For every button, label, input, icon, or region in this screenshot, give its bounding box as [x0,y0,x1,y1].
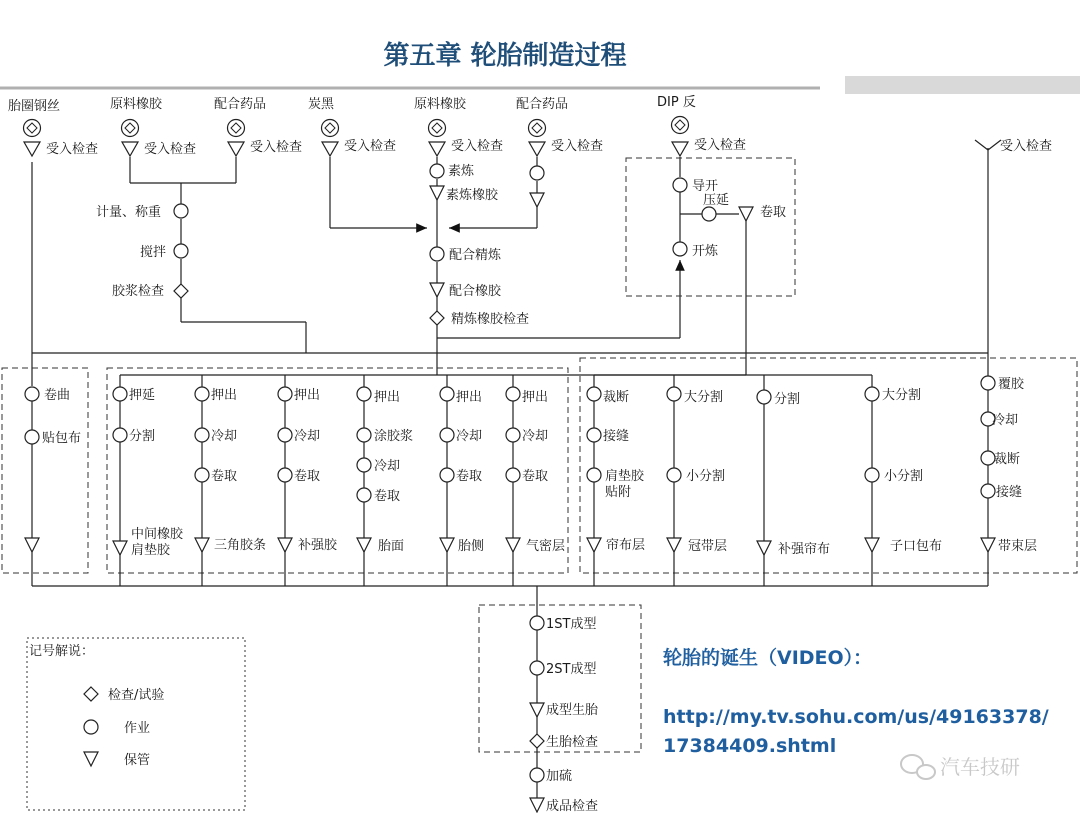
legend-operation: 作业 [124,721,151,736]
storage-triangle-icon [981,538,995,552]
operation-circle-icon [113,428,127,442]
operation-circle-icon [430,247,444,261]
step-calender-press: 押延 [129,388,156,403]
operation-circle-icon [278,468,292,482]
storage-triangle-icon [430,283,444,297]
wechat-icon [901,755,935,779]
storage-triangle-icon [739,207,753,221]
output-middle-rubber: 中间橡胶 [131,527,184,542]
storage-triangle-icon [357,538,371,552]
mixing-process [96,163,544,327]
step-small-cut: 小分割 [686,469,726,484]
operation-circle-icon [174,204,188,218]
step-extrude: 押出 [522,390,549,405]
step-final-inspection: 成品检查 [546,799,599,813]
operation-circle-icon [587,387,601,401]
step-reel: 卷取 [456,469,483,484]
label-chemicals-2: 配合药品 [516,97,569,112]
operation-circle-icon [195,468,209,482]
step-vulcanize: 加硫 [546,769,573,784]
operation-circle-icon [587,468,601,482]
operation-circle-icon [195,387,209,401]
operation-circle-icon [357,387,371,401]
step-reel: 卷取 [522,469,549,484]
label-incoming-inspection: 受入检查 [144,142,197,157]
legend-storage: 保管 [124,753,151,768]
operation-circle-icon [530,768,544,782]
operation-circle-icon [25,430,39,444]
step-extrude: 押出 [211,388,238,403]
label-incoming-inspection: 受入检查 [344,139,397,154]
label-carbon-black: 炭黑 [308,97,335,112]
operation-circle-icon [357,488,371,502]
storage-triangle-icon [84,752,98,766]
step-cut: 分割 [774,392,801,407]
operation-circle-icon [278,387,292,401]
video-url-line1[interactable]: http://my.tv.sohu.com/us/49163378/ [663,706,1049,728]
carbon-black-supply-icon [322,120,339,137]
label-incoming-inspection: 受入检查 [46,142,99,157]
storage-triangle-icon [430,186,444,200]
operation-circle-icon [981,451,995,465]
step-big-cut: 大分割 [882,388,922,403]
step-cool: 冷却 [992,413,1019,428]
step-coil: 卷曲 [44,388,71,403]
step-masticated-rubber: 素炼橡胶 [446,188,499,203]
storage-triangle-icon [278,538,292,552]
operation-circle-icon [440,428,454,442]
storage-triangle-icon [195,538,209,552]
operation-circle-icon [506,428,520,442]
step-cool: 冷却 [294,429,321,444]
step-reel: 卷取 [294,469,321,484]
output-sidewall: 胎侧 [458,539,485,554]
watermark-text: 汽车技研 [940,755,1020,779]
step-mix: 搅拌 [140,245,167,260]
inspection-diamond-icon [430,311,444,325]
output-tread: 胎面 [378,539,405,554]
operation-circle-icon [667,387,681,401]
step-refined-rubber-inspection: 精炼橡胶检查 [451,312,530,327]
operation-circle-icon [84,720,98,734]
step-take-up: 卷取 [760,205,787,220]
operation-circle-icon [357,458,371,472]
step-slice: 裁断 [994,452,1021,467]
output-ply: 帘布层 [606,538,646,553]
step-extrude: 押出 [374,390,401,405]
video-url-line2[interactable]: 17384409.shtml [663,735,837,757]
label-raw-rubber: 原料橡胶 [110,97,163,112]
operation-circle-icon [440,387,454,401]
step-green-tire: 成型生胎 [546,703,599,718]
storage-triangle-icon [530,703,544,717]
operation-circle-icon [357,428,371,442]
legend [29,644,164,768]
label-incoming-inspection: 受入检查 [451,139,504,154]
operation-circle-icon [981,376,995,390]
step-open-mill: 开炼 [692,244,719,259]
step-reel: 卷取 [374,489,401,504]
raw-rubber-2-supply-icon [429,120,446,137]
step-extrude: 押出 [456,390,483,405]
input-flow-lines [32,148,988,375]
storage-triangle-icon [440,538,454,552]
operation-circle-icon [530,661,544,675]
output-chafer: 子口包布 [890,539,943,554]
step-build-2nd: 2ST成型 [546,662,597,677]
step-splice: 接缝 [603,429,630,444]
step-mastication: 素炼 [448,164,475,179]
page-title: 第五章 轮胎制造过程 [383,41,627,71]
storage-triangle-icon [587,538,601,552]
step-green-tire-inspection: 生胎检查 [546,735,599,750]
step-cool: 冷却 [522,429,549,444]
step-coat-slurry: 涂胶浆 [374,429,414,444]
step-small-cut: 小分割 [884,469,924,484]
step-cover-rubber: 覆胶 [998,377,1025,392]
output-reinforce-ply: 补强帘布 [778,542,831,557]
operation-circle-icon [673,242,687,256]
raw-rubber-supply-icon [122,120,139,137]
operation-circle-icon [440,468,454,482]
step-big-cut: 大分割 [684,390,724,405]
legend-inspection: 检查/试验 [108,688,165,703]
bead-wire-supply-icon [24,120,41,137]
legend-heading: 记号解说： [29,644,95,659]
output-shoulder-pad: 肩垫胶 [131,543,171,558]
output-apex: 三角胶条 [214,538,267,553]
label-incoming-inspection: 受入检查 [250,140,303,155]
label-raw-rubber-2: 原料橡胶 [414,97,467,112]
operation-circle-icon [865,387,879,401]
inspection-triangle-icon [672,142,688,156]
step-cool: 冷却 [456,429,483,444]
operation-circle-icon [667,468,681,482]
label-incoming-inspection: 受入检查 [551,139,604,154]
step-extrude: 押出 [294,388,321,403]
inspection-diamond-icon [174,284,188,298]
storage-triangle-icon [865,538,879,552]
inspection-triangle-icon [529,142,545,156]
operation-circle-icon [587,428,601,442]
operation-circle-icon [530,166,544,180]
step-cut: 分割 [129,429,156,444]
inspection-diamond-icon [84,687,98,701]
operation-circle-icon [757,390,771,404]
operation-circle-icon [430,164,444,178]
operation-circle-icon [865,468,879,482]
step-compound-rubber: 配合橡胶 [449,284,502,299]
step-cool: 冷却 [374,459,401,474]
column-labels [42,377,1037,558]
operation-circle-icon [506,468,520,482]
storage-triangle-icon [113,541,127,555]
inspection-triangle-icon [24,142,40,156]
storage-triangle-icon [667,538,681,552]
chemicals-2-supply-icon [529,120,546,137]
inspection-triangle-icon [122,142,138,156]
operation-circle-icon [673,178,687,192]
label-bead-wire: 胎圈钢丝 [8,99,61,114]
step-wrap: 贴包布 [42,431,82,446]
step-unwind: 导开 [692,179,719,194]
operation-circle-icon [506,387,520,401]
label-incoming-inspection: 受入检查 [1000,139,1053,154]
building-process [530,616,599,813]
operation-circle-icon [195,428,209,442]
title-rule-right [845,76,1080,94]
operation-circle-icon [25,387,39,401]
step-weigh: 计量、称重 [96,205,162,220]
step-reel: 卷取 [211,469,238,484]
operation-circle-icon [174,244,188,258]
operation-circle-icon [278,428,292,442]
output-cap-ply: 冠带层 [688,539,728,554]
inspection-diamond-icon [530,734,544,748]
operation-circle-icon [702,207,716,221]
step-compound-mixing: 配合精炼 [449,248,502,263]
dip-fabric-supply-icon [672,117,689,134]
storage-triangle-icon [25,538,39,552]
step-slice: 裁断 [603,390,630,405]
video-label: 轮胎的诞生（VIDEO）： [663,647,873,669]
operation-circle-icon [113,387,127,401]
storage-triangle-icon [530,798,544,812]
step-calender: 压延 [703,193,730,208]
output-belt: 带束层 [998,539,1038,554]
operation-circle-icon [981,484,995,498]
label-incoming-inspection: 受入检查 [694,138,747,153]
inspection-triangle-icon [429,142,445,156]
calender-process [673,178,786,259]
step-slurry-inspection: 胶浆检查 [112,284,165,299]
step-splice: 接缝 [996,485,1023,500]
rubber-components-group-box [107,368,568,573]
storage-triangle-icon [530,193,544,207]
step-cool: 冷却 [211,429,238,444]
step-build-1st: 1ST成型 [546,617,597,632]
inspection-triangle-icon [228,142,244,156]
output-inner-liner: 气密层 [526,539,566,554]
label-dip-fabric: DIP 反 [657,95,696,110]
storage-triangle-icon [757,541,771,555]
output-reinforce-rubber: 补强胶 [298,538,338,553]
operation-circle-icon [530,616,544,630]
step-shoulder-pad-attach: 肩垫胶 [605,469,645,484]
step-shoulder-pad-attach: 贴附 [605,485,632,500]
label-chemicals: 配合药品 [214,97,267,112]
inspection-triangle-icon [322,142,338,156]
chemicals-supply-icon [228,120,245,137]
storage-triangle-icon [506,538,520,552]
